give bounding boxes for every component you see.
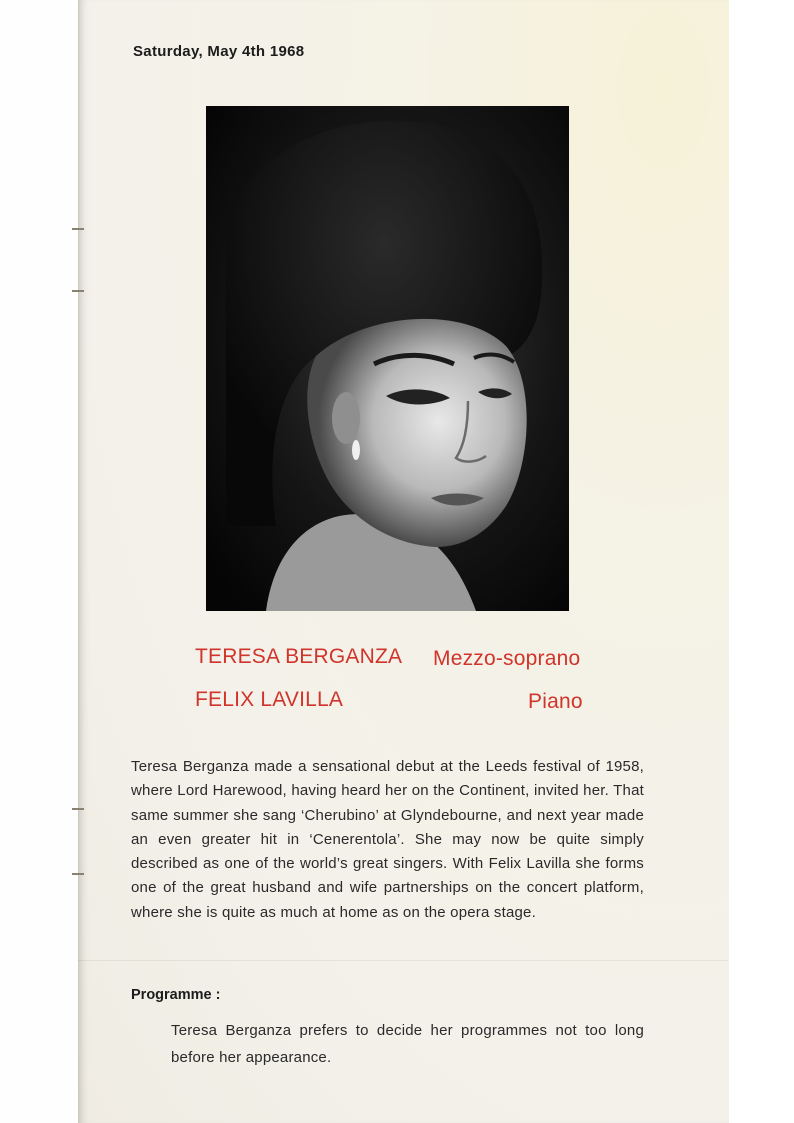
portrait-photo [206,106,569,611]
performer-role-piano: Piano [528,690,583,713]
concert-date: Saturday, May 4th 1968 [133,43,305,60]
paper-crease [78,960,728,961]
biography-text: Teresa Berganza made a sensational debut at the Leeds festival of 1958, where Lord Harewood, having heard her on the Continent, invited her. That same summer she sang ‘Cherubino’ at Glyndebourne, and next year made an even greater hit in ‘Cenerentola’. She may now be quite simply described as one of the world’s great singers. With Felix Lavilla she forms one of the great husband and wife partnerships on the concert platform, where she is quite as much at home as on the opera stage. [131,758,644,921]
binding-stitch [72,228,84,230]
binding-stitch [72,290,84,292]
binding-stitch [72,873,84,875]
performer-role-mezzo: Mezzo-soprano [433,647,581,670]
programme-note: Teresa Berganza prefers to decide her programmes not too long before her appearance. [171,1022,644,1066]
left-margin [0,0,78,1123]
performer-name-berganza: TERESA BERGANZA [195,645,403,668]
binding-stitch [72,808,84,810]
performer-name-lavilla: FELIX LAVILLA [195,688,344,711]
portrait-image [206,106,569,611]
programme-heading: Programme : [131,987,221,1003]
